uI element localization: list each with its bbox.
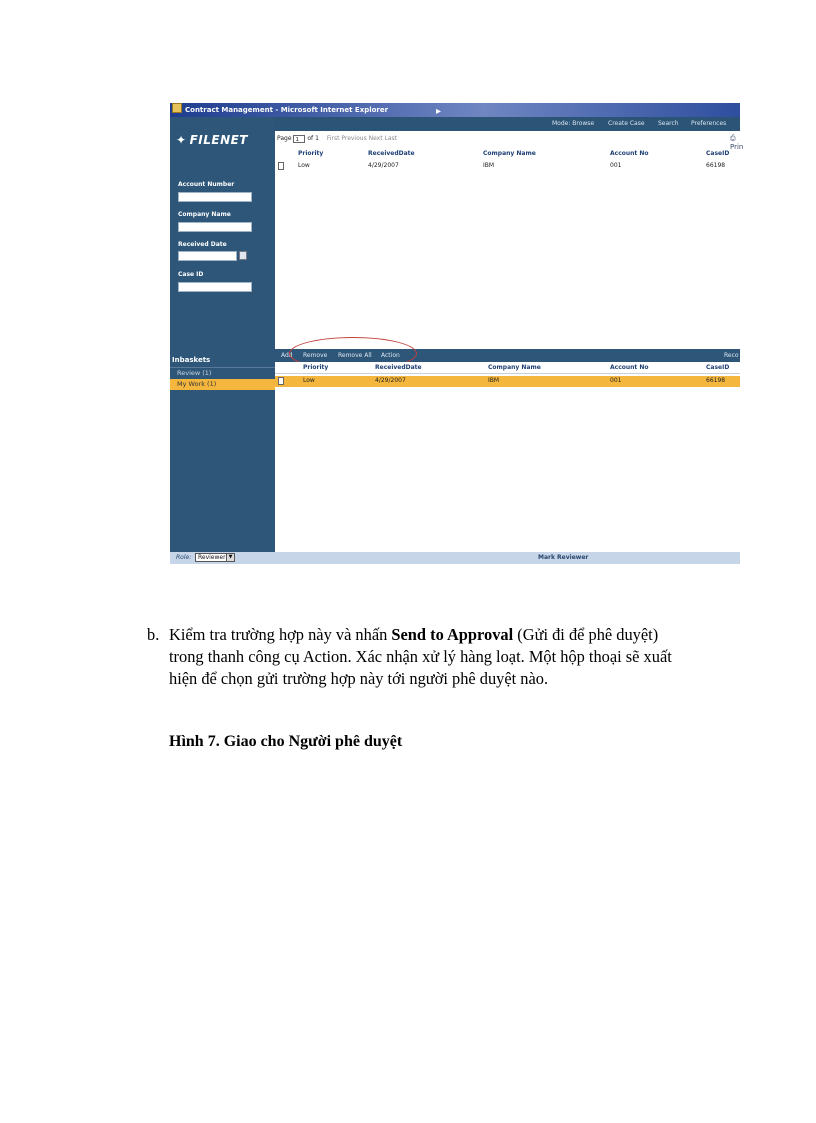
case-id-input[interactable] [178,282,252,292]
cell2-case-id: 66198 [706,377,726,384]
page-of-label: of 1 [307,135,319,142]
print-label: Prin [730,143,744,151]
paragraph-text-1: Kiểm tra trường hợp này và nhấn [169,625,392,644]
cell-case-id: 66198 [706,162,726,169]
nav-search[interactable]: Search [658,120,679,127]
chevron-down-icon: ▼ [226,554,234,561]
calendar-icon[interactable] [239,251,247,260]
nav-mode-browse[interactable]: Mode: Browse [552,120,595,127]
document-icon [278,377,284,385]
cell2-received-date: 4/29/2007 [375,377,406,384]
inbasket-my-work[interactable]: My Work (1) [170,379,275,390]
cell2-company: IBM [488,377,500,384]
account-number-label: Account Number [178,181,235,188]
add-button[interactable]: Add [281,352,293,359]
status-bar [170,552,740,564]
page-label: Page [277,135,292,142]
remove-all-button[interactable]: Remove All [338,352,372,359]
paragraph-bold: Send to Approval [391,625,514,644]
case-id-label: Case ID [178,271,204,278]
col2-priority[interactable]: Priority [303,364,329,371]
work-row[interactable] [275,376,740,387]
role-value: Reviewer [198,554,226,561]
cell-company: IBM [483,162,495,169]
nav-preferences[interactable]: Preferences [691,120,727,127]
cell-priority: Low [298,162,310,169]
list-marker: b. [147,625,160,644]
toolbar-right-link[interactable]: Reco [724,352,739,359]
col-case-id[interactable]: CaseID [706,150,730,157]
role-select[interactable] [195,553,235,562]
remove-button[interactable]: Remove [303,352,328,359]
document-icon [278,162,284,170]
account-number-input[interactable] [178,192,252,202]
paragraph-text-2: (Gửi đi để phê duyệt) trong thanh công cụ Action. Xác nhận xử lý hàng loạt. Một hộp thoại sẽ xuất hiện để chọn gửi trường hợp này tới người phê duyệt nào. [169,625,672,688]
received-date-label: Received Date [178,241,227,248]
current-user: Mark Reviewer [538,554,589,561]
company-name-input[interactable] [178,222,252,232]
cell-account: 001 [610,162,622,169]
col-account-no[interactable]: Account No [610,150,649,157]
logo-text: FILENET [189,133,248,147]
figure-caption: Hình 7. Giao cho Người phê duyệt [169,733,403,750]
printer-icon: ⎙ [730,134,736,142]
inbaskets-title: Inbaskets [172,356,211,364]
received-date-input[interactable] [178,251,237,261]
mouse-cursor-icon: ▸ [436,106,442,117]
company-name-label: Company Name [178,211,231,218]
cell-received-date: 4/29/2007 [368,162,399,169]
paragraph-body [169,624,689,690]
inbasket-review[interactable]: Review (1) [170,367,275,378]
col-priority[interactable]: Priority [298,150,324,157]
col2-received-date[interactable]: ReceivedDate [375,364,422,371]
sidebar [170,117,275,552]
results-header [275,149,740,159]
cell2-priority: Low [303,377,315,384]
col-company-name[interactable]: Company Name [483,150,536,157]
col-received-date[interactable]: ReceivedDate [368,150,415,157]
col2-account-no[interactable]: Account No [610,364,649,371]
filenet-logo [176,133,248,147]
action-menu[interactable]: Action [381,352,400,359]
col2-company-name[interactable]: Company Name [488,364,541,371]
col2-case-id[interactable]: CaseID [706,364,730,371]
pager-nav-links[interactable]: First Previous Next Last [326,135,397,142]
window-title: Contract Management - Microsoft Internet Explorer [185,106,389,114]
results-row[interactable] [275,161,740,172]
role-label: Role: [176,554,192,561]
ie-icon [172,103,182,113]
top-nav [275,117,740,131]
window-titlebar [170,103,740,117]
page-input[interactable]: 1 [293,135,305,143]
work-header [275,363,740,373]
nav-create-case[interactable]: Create Case [608,120,645,127]
pager [277,133,397,145]
embedded-screenshot [170,103,744,564]
cell2-account: 001 [610,377,622,384]
logo-mark-icon: ✦ [176,133,187,147]
